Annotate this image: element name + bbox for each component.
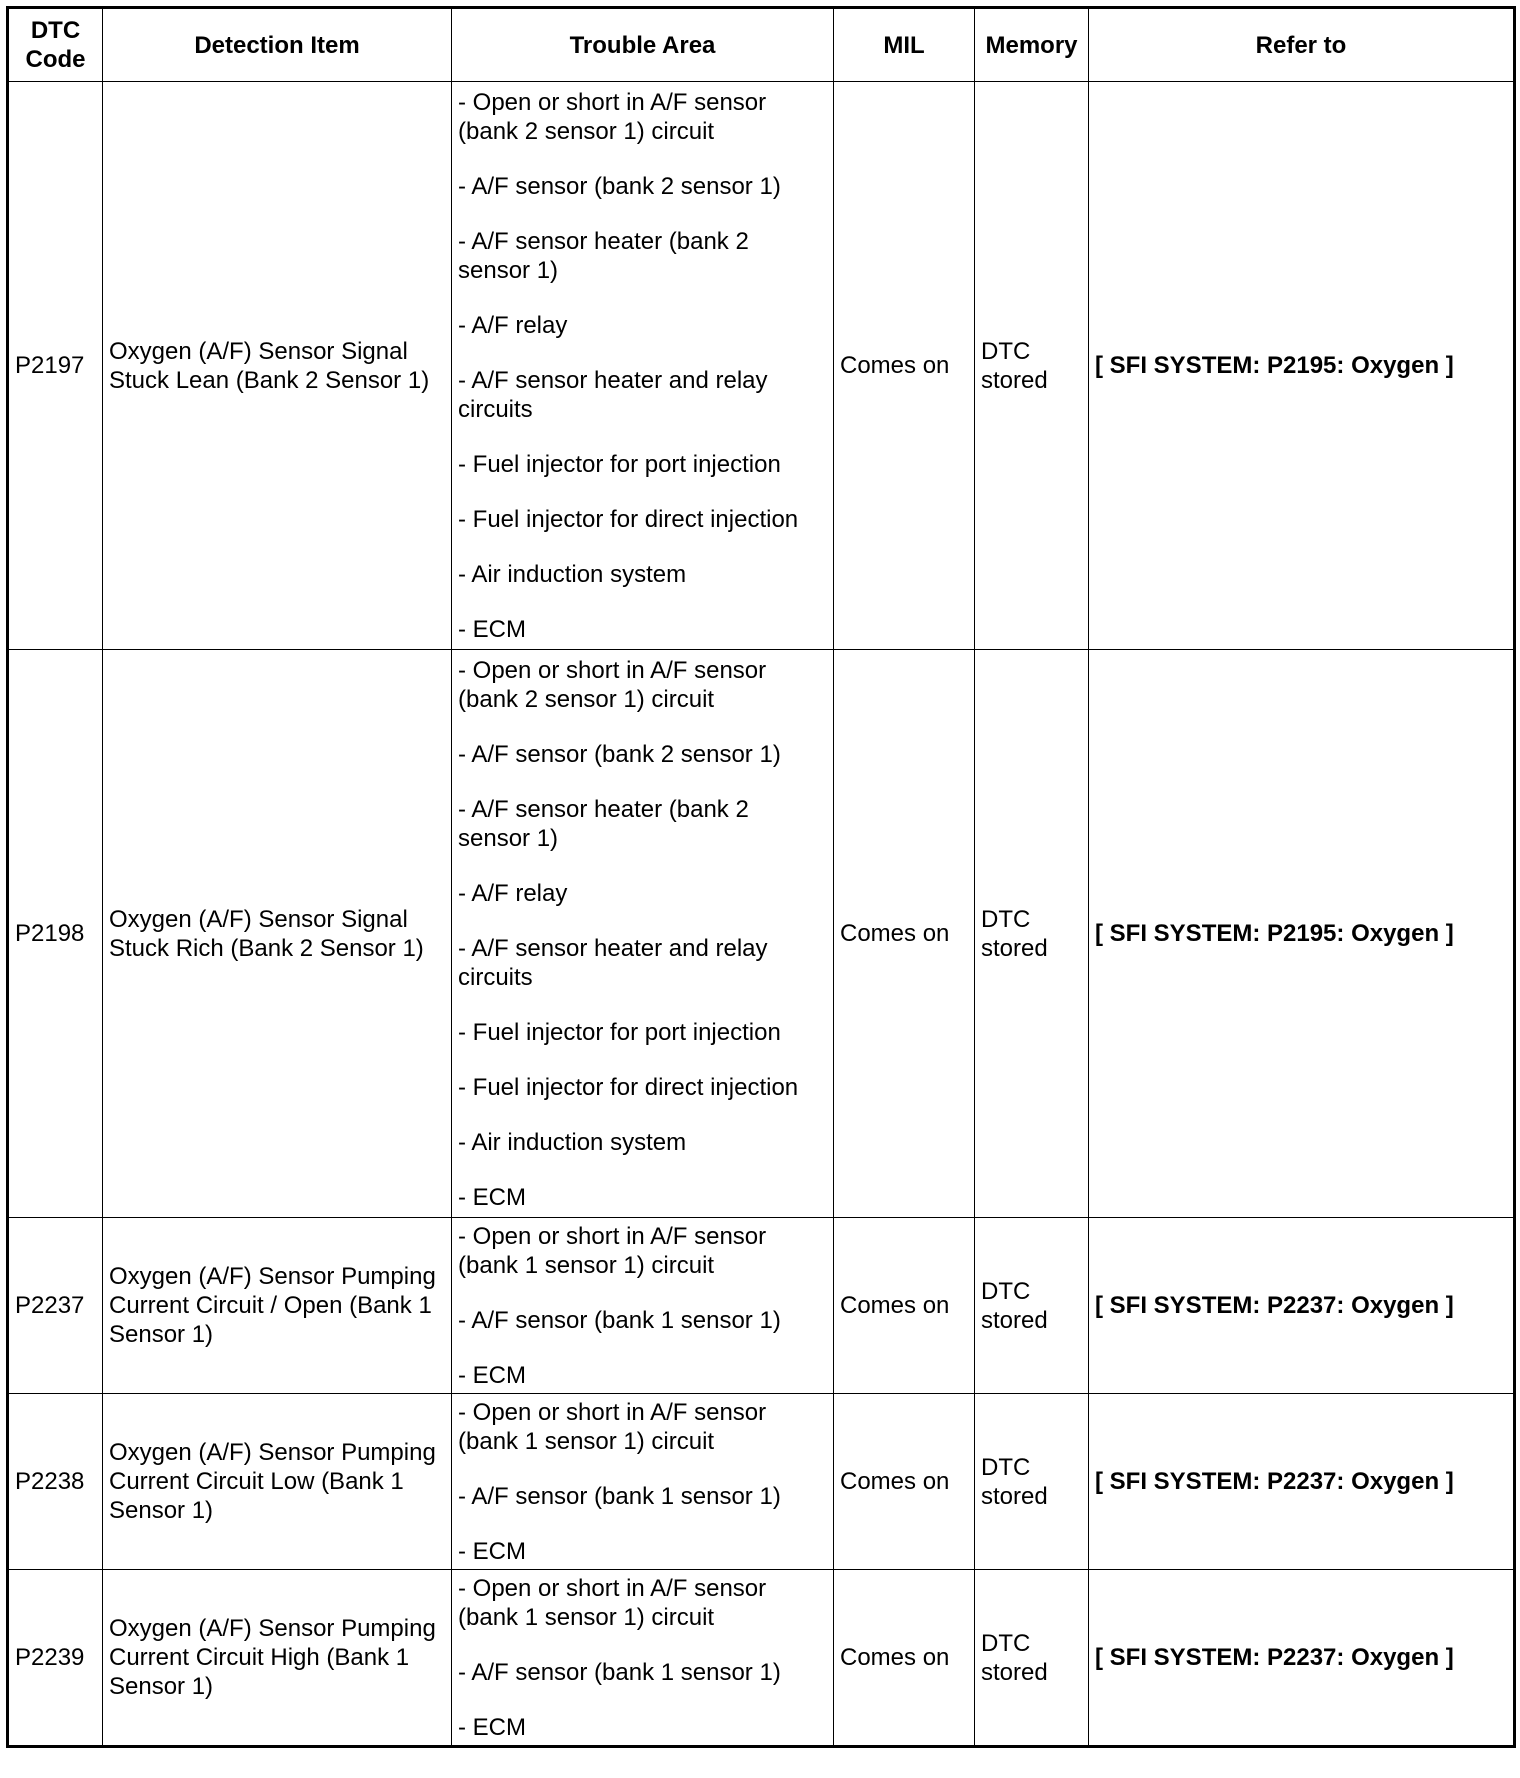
trouble-area-item: - A/F sensor (bank 1 sensor 1) xyxy=(458,1306,781,1334)
detection-item-cell: Oxygen (A/F) Sensor Signal Stuck Rich (Bank 2 Sensor 1) xyxy=(103,650,452,1218)
header-memory: Memory xyxy=(975,8,1089,82)
detection-item-cell: Oxygen (A/F) Sensor Pumping Current Circuit Low (Bank 1 Sensor 1) xyxy=(103,1394,452,1570)
refer-to-link[interactable]: [ SFI SYSTEM: P2195: Oxygen ] xyxy=(1089,82,1515,650)
trouble-area-cell xyxy=(452,650,834,1218)
trouble-area-item: - A/F sensor heater (bank 2 sensor 1) xyxy=(458,795,749,852)
trouble-area-item: - Fuel injector for direct injection xyxy=(458,505,799,533)
dtc-code-cell: P2198 xyxy=(8,650,103,1218)
trouble-area-cell xyxy=(452,1218,834,1394)
trouble-area-item: - Open or short in A/F sensor (bank 1 sensor 1) circuit xyxy=(458,1222,767,1279)
memory-cell: DTC stored xyxy=(975,82,1089,650)
trouble-area-item: - ECM xyxy=(458,1713,526,1741)
header-refer-to: Refer to xyxy=(1089,8,1515,82)
dtc-code-cell: P2239 xyxy=(8,1570,103,1747)
table-row xyxy=(8,1570,1515,1747)
trouble-area-item: - ECM xyxy=(458,1183,526,1211)
header-dtc-code: DTC Code xyxy=(8,8,103,82)
header-trouble-area: Trouble Area xyxy=(452,8,834,82)
memory-cell: DTC stored xyxy=(975,1570,1089,1747)
detection-item-cell: Oxygen (A/F) Sensor Signal Stuck Lean (Bank 2 Sensor 1) xyxy=(103,82,452,650)
trouble-area-item: - Fuel injector for port injection xyxy=(458,1018,781,1046)
trouble-area-item: - Air induction system xyxy=(458,560,687,588)
trouble-area-item: - A/F relay xyxy=(458,879,568,907)
trouble-area-item: - A/F sensor (bank 2 sensor 1) xyxy=(458,172,781,200)
memory-cell: DTC stored xyxy=(975,1394,1089,1570)
table-row xyxy=(8,650,1515,1218)
trouble-area-item: - A/F sensor heater (bank 2 sensor 1) xyxy=(458,227,749,284)
trouble-area-cell xyxy=(452,1394,834,1570)
trouble-area-item: - A/F sensor heater and relay circuits xyxy=(458,366,768,423)
trouble-area-item: - ECM xyxy=(458,1537,526,1565)
trouble-area-item: - A/F sensor heater and relay circuits xyxy=(458,934,768,991)
detection-item-cell: Oxygen (A/F) Sensor Pumping Current Circuit High (Bank 1 Sensor 1) xyxy=(103,1570,452,1747)
table-row xyxy=(8,1394,1515,1570)
trouble-area-item: - ECM xyxy=(458,615,526,643)
trouble-area-item: - Fuel injector for port injection xyxy=(458,450,781,478)
dtc-code-cell: P2238 xyxy=(8,1394,103,1570)
trouble-area-item: - A/F sensor (bank 1 sensor 1) xyxy=(458,1658,781,1686)
trouble-area-item: - A/F sensor (bank 2 sensor 1) xyxy=(458,740,781,768)
dtc-code-cell: P2237 xyxy=(8,1218,103,1394)
memory-cell: DTC stored xyxy=(975,650,1089,1218)
refer-to-link[interactable]: [ SFI SYSTEM: P2195: Oxygen ] xyxy=(1089,650,1515,1218)
trouble-area-cell xyxy=(452,1570,834,1747)
trouble-area-item: - Open or short in A/F sensor (bank 2 sensor 1) circuit xyxy=(458,88,767,145)
trouble-area-item: - A/F sensor (bank 1 sensor 1) xyxy=(458,1482,781,1510)
mil-cell: Comes on xyxy=(834,650,975,1218)
table-row xyxy=(8,82,1515,650)
trouble-area-cell xyxy=(452,82,834,650)
header-row xyxy=(8,8,1515,82)
mil-cell: Comes on xyxy=(834,1394,975,1570)
dtc-table xyxy=(6,6,1516,1748)
header-detection-item: Detection Item xyxy=(103,8,452,82)
mil-cell: Comes on xyxy=(834,1570,975,1747)
trouble-area-item: - Air induction system xyxy=(458,1128,687,1156)
table-row xyxy=(8,1218,1515,1394)
refer-to-link[interactable]: [ SFI SYSTEM: P2237: Oxygen ] xyxy=(1089,1394,1515,1570)
refer-to-link[interactable]: [ SFI SYSTEM: P2237: Oxygen ] xyxy=(1089,1570,1515,1747)
memory-cell: DTC stored xyxy=(975,1218,1089,1394)
table-body xyxy=(8,82,1515,1747)
trouble-area-item: - Fuel injector for direct injection xyxy=(458,1073,799,1101)
trouble-area-item: - Open or short in A/F sensor (bank 2 sensor 1) circuit xyxy=(458,656,767,713)
detection-item-cell: Oxygen (A/F) Sensor Pumping Current Circuit / Open (Bank 1 Sensor 1) xyxy=(103,1218,452,1394)
mil-cell: Comes on xyxy=(834,82,975,650)
dtc-code-cell: P2197 xyxy=(8,82,103,650)
trouble-area-item: - ECM xyxy=(458,1361,526,1389)
trouble-area-item: - Open or short in A/F sensor (bank 1 sensor 1) circuit xyxy=(458,1398,767,1455)
trouble-area-item: - A/F relay xyxy=(458,311,568,339)
trouble-area-item: - Open or short in A/F sensor (bank 1 sensor 1) circuit xyxy=(458,1574,767,1631)
mil-cell: Comes on xyxy=(834,1218,975,1394)
header-mil: MIL xyxy=(834,8,975,82)
refer-to-link[interactable]: [ SFI SYSTEM: P2237: Oxygen ] xyxy=(1089,1218,1515,1394)
